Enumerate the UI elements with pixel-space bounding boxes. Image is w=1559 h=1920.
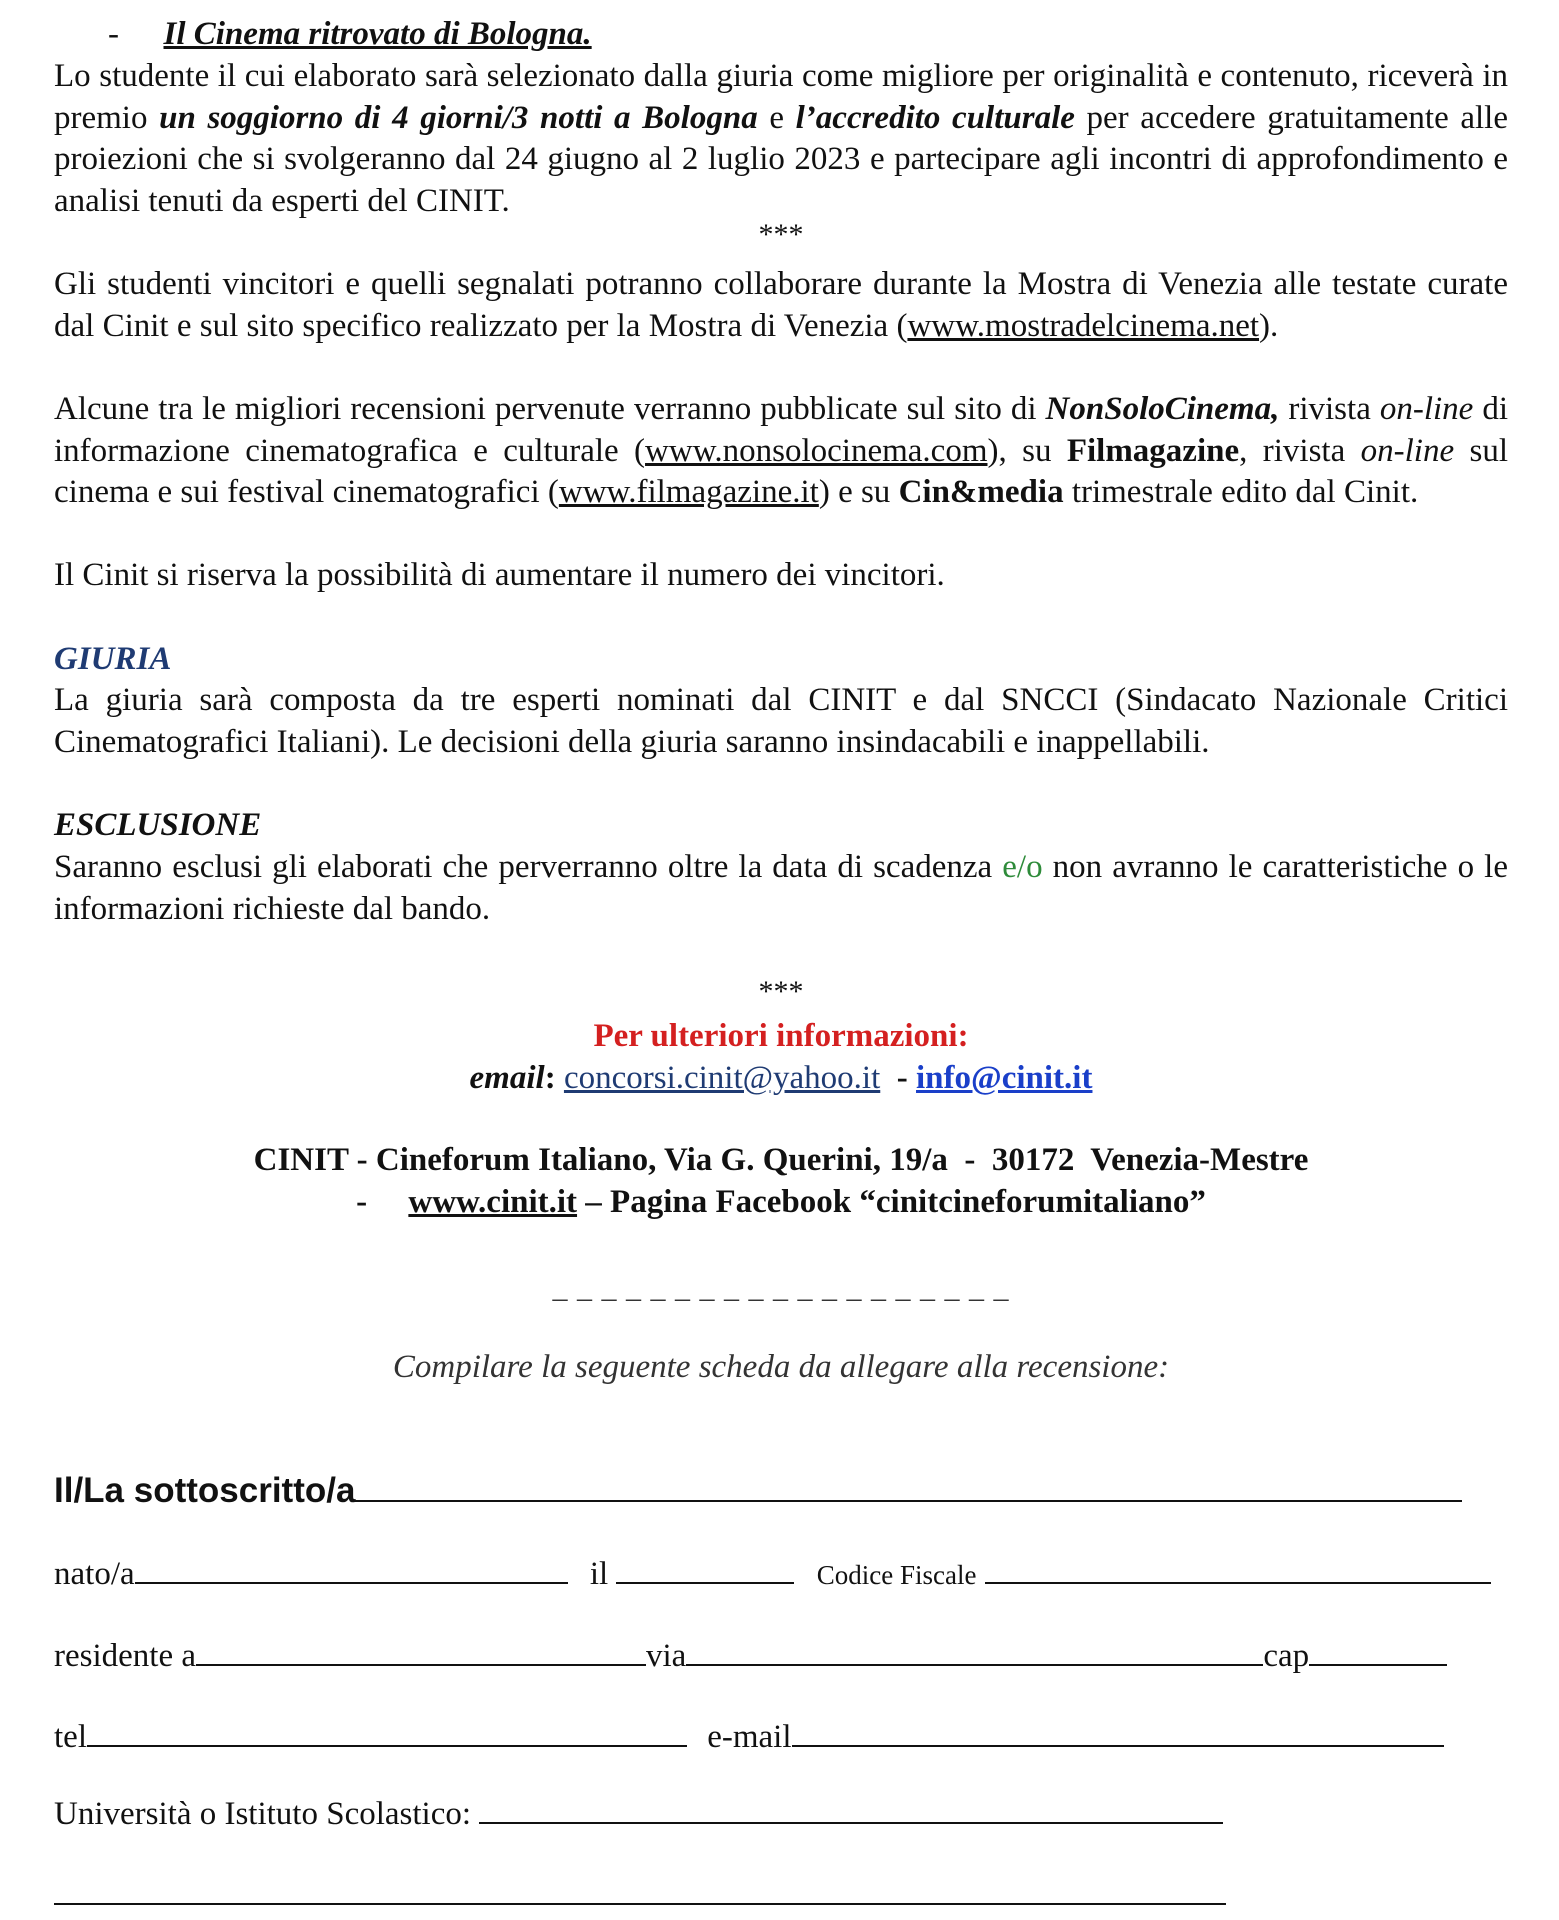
collaboration-paragraph <box>54 264 1508 347</box>
cinmedia-name: Cin&media <box>898 474 1064 510</box>
form-row-residence <box>54 1634 1447 1675</box>
dashed-separator: _ _ _ _ _ _ _ _ _ _ _ _ _ _ _ _ _ _ _ <box>552 1271 1010 1304</box>
street-field[interactable] <box>686 1634 1263 1666</box>
form-instruction: Compilare la seguente scheda da allegare alla recensione: <box>392 1349 1170 1385</box>
form-row-extra <box>54 1873 1226 1914</box>
prize-paragraph <box>54 56 1508 222</box>
reviews-text-8: trimestrale edito dal Cinit. <box>1063 474 1419 510</box>
and-or-marker: e/o <box>1002 849 1043 885</box>
web-line-dash: - <box>356 1184 368 1220</box>
email-separator: - <box>896 1060 908 1096</box>
esclusione-heading: ESCLUSIONE <box>54 807 262 843</box>
info-title: Per ulteriori informazioni: <box>593 1018 969 1054</box>
email-link-info[interactable]: info@cinit.it <box>916 1060 1093 1096</box>
reviews-text-7: ) e su <box>818 474 899 510</box>
esclusione-paragraph <box>54 847 1508 930</box>
email-field-label: e-mail <box>707 1719 792 1755</box>
separator-stars: *** <box>758 218 804 251</box>
top-list-item <box>108 14 592 54</box>
phone-label: tel <box>54 1719 87 1755</box>
street-label: via <box>646 1638 687 1674</box>
list-dash: - <box>108 16 119 52</box>
filmagazine-name: Filmagazine <box>1066 432 1240 469</box>
email-link-concorsi[interactable]: concorsi.cinit@yahoo.it <box>563 1060 881 1096</box>
website-link[interactable]: www.cinit.it <box>408 1184 578 1220</box>
filmagazine-link[interactable]: www.filmagazine.it <box>558 474 819 510</box>
email-label: email <box>469 1060 545 1096</box>
collab-end: ). <box>1259 307 1279 344</box>
collab-text: Gli studenti vincitori e quelli segnalati potranno collaborare durante la Mostra di Venezia alle testate curate dal Cinit e sul sito specifico realizzato per la Mostra di Venezia ( <box>54 266 1508 344</box>
online-label-2: on-line <box>1360 432 1455 469</box>
reserve-paragraph: Il Cinit si riserva la possibilità di aumentare il numero dei vincitori. <box>54 557 945 593</box>
esclusione-text-2: non avranno le caratteristiche o le informazioni richieste dal bando. <box>54 849 1508 927</box>
resident-label: residente a <box>54 1638 197 1674</box>
contacts-stars: *** <box>758 975 804 1008</box>
born-label: nato/a <box>54 1556 135 1592</box>
phone-field[interactable] <box>87 1715 687 1747</box>
prize-accreditation: l’accredito culturale <box>795 99 1075 136</box>
form-row-contacts <box>54 1715 1444 1756</box>
email-colon: : <box>544 1060 556 1096</box>
email-field[interactable] <box>792 1715 1444 1747</box>
form-row-school <box>54 1792 1223 1833</box>
zip-label: cap <box>1263 1638 1310 1674</box>
reviews-text-2: rivista <box>1279 391 1380 427</box>
list-item-title: Il Cinema ritrovato di Bologna. <box>163 16 592 52</box>
prize-text-3: per accedere gratuitamente alle proiezioni che si svolgeranno dal 24 giugno al 2 luglio 2023 e partecipare agli incontri di approfondimento e analisi tenuti da esperti del CINIT. <box>54 99 1508 219</box>
birthdate-field[interactable] <box>616 1552 794 1584</box>
reviews-paragraph <box>54 389 1508 514</box>
organization-web-line <box>54 1182 1508 1223</box>
reviews-text-3: di informazione cinematografica e culturale ( <box>54 391 1509 469</box>
undersigned-field[interactable] <box>355 1470 1462 1502</box>
zip-field[interactable] <box>1309 1634 1447 1666</box>
nonsolocinema-name: NonSoloCinema, <box>1045 391 1280 427</box>
prize-text-1: Lo studente il cui elaborato sarà selezionato dalla giuria come migliore per originalità e contenuto, riceverà in premio <box>54 58 1508 136</box>
giuria-heading: GIURIA <box>54 641 172 677</box>
mostra-link[interactable]: www.mostradelcinema.net <box>907 307 1260 344</box>
prize-stay: un soggiorno di 4 giorni/3 notti a Bologna <box>159 99 758 136</box>
organization-address: CINIT - Cineforum Italiano, Via G. Querini, 19/a - 30172 Venezia-Mestre <box>253 1142 1309 1178</box>
reviews-text-6: sul cinema e sui festival cinematografici ( <box>54 432 1508 510</box>
reviews-text-4: ), su <box>987 432 1067 469</box>
email-line <box>54 1058 1508 1099</box>
born-field[interactable] <box>135 1552 568 1584</box>
school-label: Università o Istituto Scolastico: <box>54 1796 472 1832</box>
resident-field[interactable] <box>196 1634 646 1666</box>
tax-code-label: Codice Fiscale <box>816 1560 977 1590</box>
form-row-undersigned <box>54 1470 1462 1511</box>
esclusione-text-1: Saranno esclusi gli elaborati che perverranno oltre la data di scadenza <box>54 849 1003 885</box>
undersigned-label: Il/La sottoscritto/a <box>54 1471 356 1510</box>
form-row-birth <box>54 1552 1491 1593</box>
school-field[interactable] <box>479 1792 1223 1824</box>
reviews-text-5: , rivista <box>1239 432 1361 469</box>
online-label-1: on-line <box>1379 391 1474 427</box>
reviews-text-1: Alcune tra le migliori recensioni pervenute verranno pubblicate sul sito di <box>54 391 1046 427</box>
facebook-page: – Pagina Facebook “cinitcineforumitaliano” <box>585 1184 1206 1220</box>
giuria-paragraph: La giuria sarà composta da tre esperti nominati dal CINIT e dal SNCCI (Sindacato Nazionale Critici Cinematografici Italiani). Le decisioni della giuria saranno insindacabili e inappellabili. <box>54 682 1508 760</box>
prize-text-2: e <box>757 99 796 136</box>
tax-code-field[interactable] <box>985 1552 1491 1584</box>
birthdate-label: il <box>589 1556 609 1592</box>
nonsolocinema-link[interactable]: www.nonsolocinema.com <box>645 432 988 469</box>
extra-line-field[interactable] <box>54 1873 1226 1905</box>
